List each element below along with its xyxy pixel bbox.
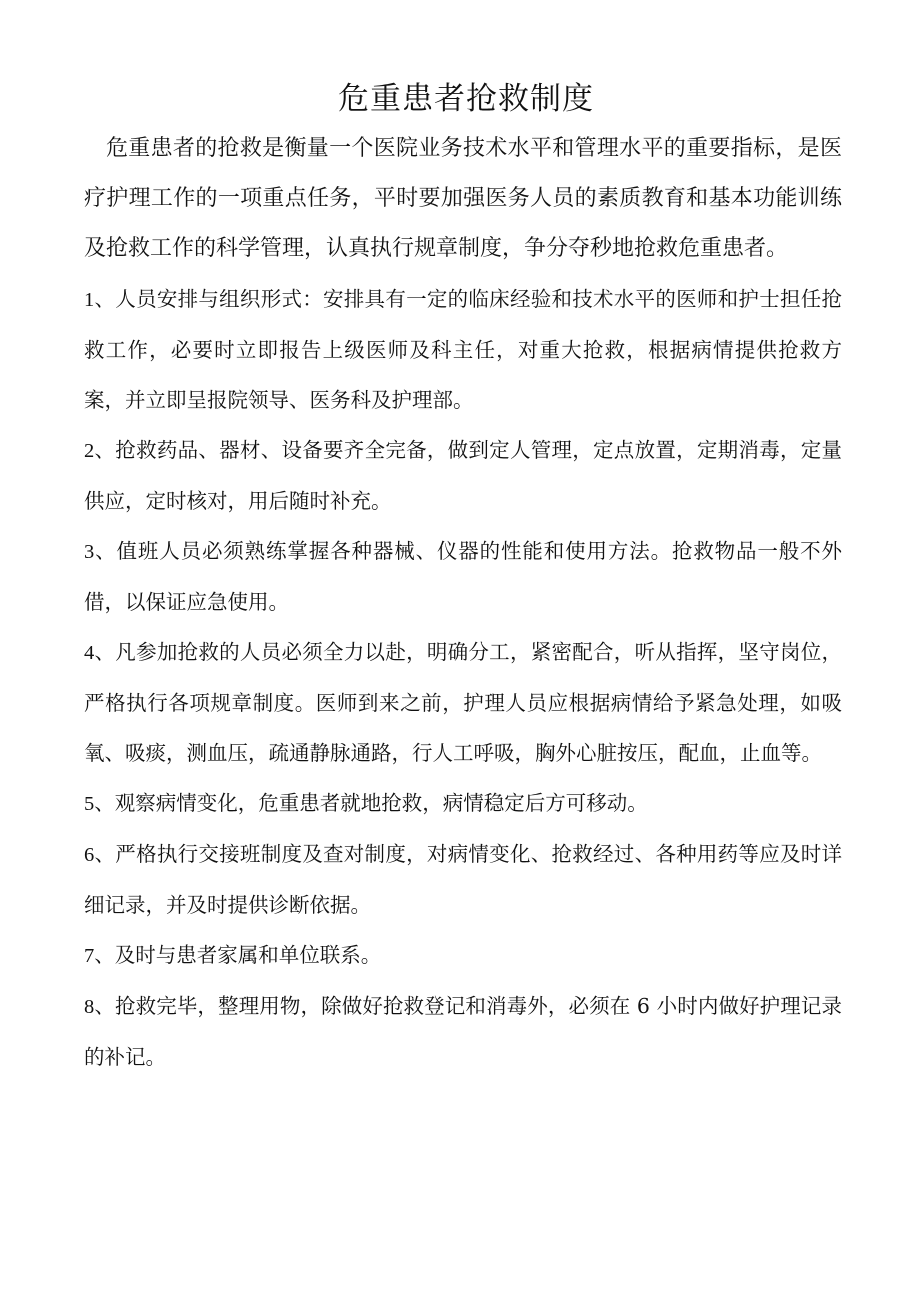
rule-text: 人员安排与组织形式：安排具有一定的临床经验和技术水平的医师和护士担任抢救工作，必要时立即报告上级医师及科主任，对重大抢救，根据病情提供抢救方案，并立即呈报院领导、医务科及护理部。	[84, 287, 843, 412]
rule-item-5	[84, 778, 842, 829]
rule-item-4	[84, 627, 842, 778]
rule-item-1	[84, 274, 842, 425]
rule-item-8	[84, 981, 842, 1082]
intro-paragraph: 危重患者的抢救是衡量一个医院业务技术水平和管理水平的重要指标，是医疗护理工作的一项重点任务，平时要加强医务人员的素质教育和基本功能训练及抢救工作的科学管理，认真执行规章制度，争分夺秒地抢救危重患者。	[84, 136, 842, 261]
rule-item-7	[84, 930, 842, 981]
rule-text: 抢救药品、器材、设备要齐全完备，做到定人管理，定点放置，定期消毒，定量供应，定时核对，用后随时补充。	[84, 438, 843, 513]
rule-number: 8、	[84, 996, 115, 1018]
rule-item-3	[84, 526, 842, 627]
rule-number: 3、	[84, 541, 117, 563]
rule-text: 值班人员必须熟练掌握各种器械、仪器的性能和使用方法。抢救物品一般不外借，以保证应急使用。	[84, 539, 843, 614]
document-title: 危重患者抢救制度	[338, 81, 594, 117]
rule-text: 抢救完毕，整理用物，除做好抢救登记和消毒外，必须在 6 小时内做好护理记录的补记。	[84, 994, 843, 1069]
rule-item-6	[84, 829, 842, 930]
rule-number: 5、	[84, 793, 115, 815]
rule-text: 及时与患者家属和单位联系。	[114, 943, 382, 967]
rule-text: 凡参加抢救的人员必须全力以赴，明确分工，紧密配合，听从指挥，坚守岗位，严格执行各项规章制度。医师到来之前，护理人员应根据病情给予紧急处理，如吸氧、吸痰，测血压，疏通静脉通路，行人工呼吸，胸外心脏按压，配血，止血等。	[84, 640, 843, 765]
rule-text: 观察病情变化，危重患者就地抢救，病情稳定后方可移动。	[114, 791, 648, 815]
rule-number: 4、	[84, 642, 116, 664]
rule-number: 1、	[84, 289, 116, 311]
rule-item-2	[84, 425, 842, 526]
rule-number: 7、	[84, 945, 115, 967]
rule-number: 2、	[84, 440, 116, 462]
rule-number: 6、	[84, 844, 116, 866]
rule-text: 严格执行交接班制度及查对制度，对病情变化、抢救经过、各种用药等应及时详细记录，并及时提供诊断依据。	[84, 842, 843, 917]
